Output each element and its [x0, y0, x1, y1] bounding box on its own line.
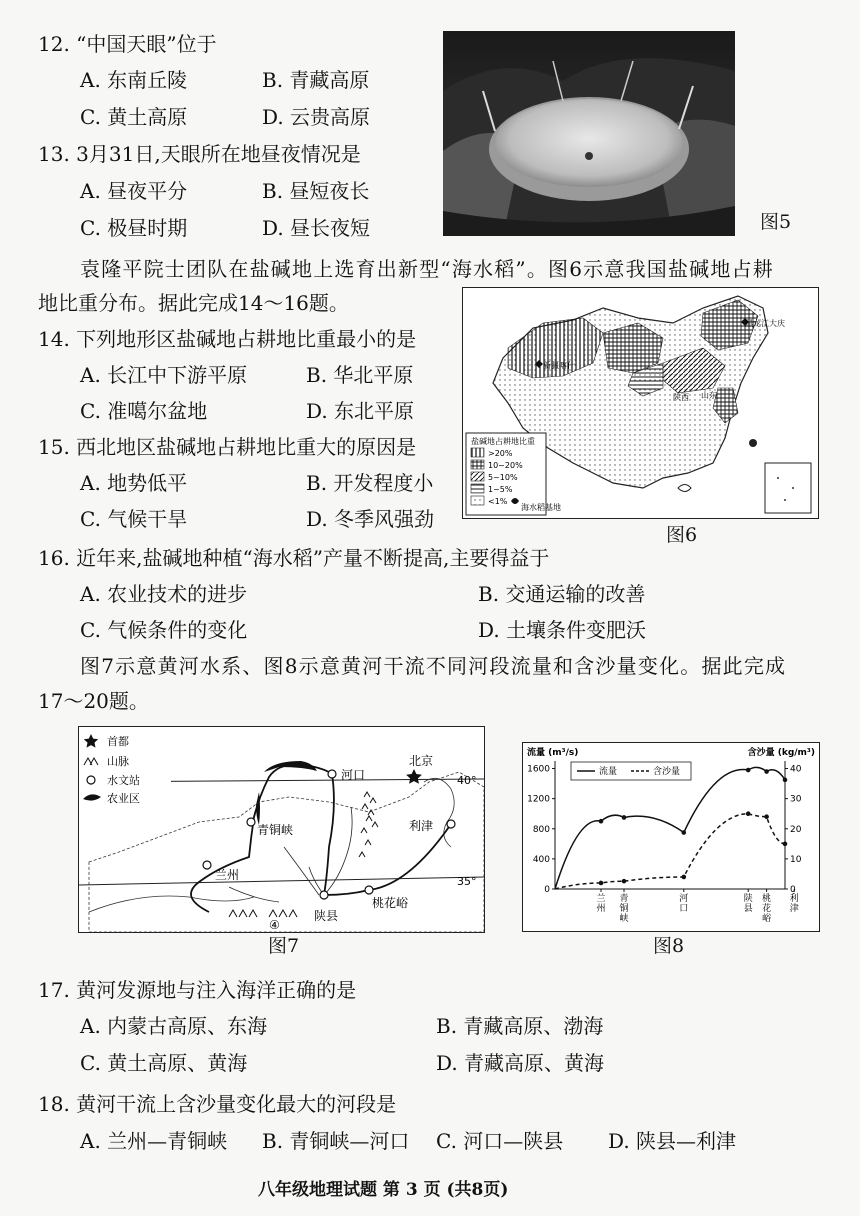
q18-stem: 18. 黄河干流上含沙量变化最大的河段是	[38, 1092, 397, 1116]
fig6-legend-item: >20%	[488, 449, 513, 458]
fig6-legend-item: 5~10%	[488, 473, 518, 482]
q13-option-d[interactable]: D. 昼长夜短	[262, 216, 371, 240]
q12-stem: 12. “中国天眼”位于	[38, 32, 217, 56]
q17-option-a[interactable]: A. 内蒙古高原、东海	[80, 1014, 268, 1038]
q15-stem: 15. 西北地区盐碱地占耕地比重大的原因是	[38, 435, 417, 459]
fig8-tick-label-right: 40	[790, 764, 802, 775]
fig8-point-sediment	[599, 881, 604, 886]
q15-option-a[interactable]: A. 地势低平	[80, 471, 188, 495]
fig7-hekou: 河口	[341, 768, 366, 782]
fig6-label-shaanxi: 陕西	[673, 393, 689, 402]
fig8-tick-label-right: 30	[790, 794, 802, 805]
q15-option-c[interactable]: C. 气候干旱	[80, 507, 188, 531]
q12-option-c[interactable]: C. 黄土高原	[80, 105, 188, 129]
fig8-point-flow	[746, 768, 751, 773]
fig7-circle4: ④	[269, 918, 280, 932]
q16-option-d[interactable]: D. 土壤条件变肥沃	[478, 618, 647, 642]
q13-option-c[interactable]: C. 极昼时期	[80, 216, 188, 240]
fig8-tick-label-left: 1600	[527, 764, 550, 775]
fig7-lanzhou: 兰州	[215, 868, 240, 882]
fig8-caption: 图8	[653, 935, 685, 957]
fig7-legend-agri: 农业区	[107, 792, 140, 805]
fig7-shanxian: 陕县	[314, 909, 339, 923]
fig6-label-shandong: 山东	[701, 391, 717, 400]
fig8-tick-label-x: 桃花峪	[762, 894, 772, 924]
fig8-point-flow	[599, 819, 604, 824]
fig6-legend-item: 1~5%	[488, 485, 513, 494]
q14-option-d[interactable]: D. 东北平原	[306, 399, 415, 423]
fig6-label-kashgar: 新疆喀什	[543, 361, 575, 370]
fig7-lijin: 利津	[409, 819, 434, 833]
q13-option-a[interactable]: A. 昼夜平分	[80, 179, 188, 203]
fig8-tick-label-right: 10	[790, 854, 802, 865]
fig8-tick-label-left: 800	[532, 824, 550, 835]
intro-14-16-line1: 袁隆平院士团队在盐碱地上选育出新型“海水稻”。图6示意我国盐碱地占耕	[80, 257, 774, 281]
q18-option-a[interactable]: A. 兰州—青铜峡	[80, 1129, 228, 1153]
intro-14-16-line2: 地比重分布。据此完成14～16题。	[38, 291, 349, 315]
q12-option-d[interactable]: D. 云贵高原	[262, 105, 371, 129]
q14-option-b[interactable]: B. 华北平原	[306, 363, 414, 387]
fig6-label-daqing: 黑龙江大庆	[745, 319, 785, 328]
fig8-tick-label-x: 利津	[789, 894, 799, 914]
q16-option-b[interactable]: B. 交通运输的改善	[478, 582, 646, 606]
q13-option-b[interactable]: B. 昼短夜长	[262, 179, 370, 203]
fig7-legend-station: 水文站	[107, 774, 140, 787]
fig6-legend-item: 10~20%	[488, 461, 523, 470]
fig8-point-sediment	[764, 814, 769, 819]
q15-option-d[interactable]: D. 冬季风强劲	[306, 507, 435, 531]
fig7-legend-mountain: 山脉	[107, 755, 129, 768]
intro-17-20-line1: 图7示意黄河水系、图8示意黄河干流不同河段流量和含沙量变化。据此完成	[80, 654, 787, 678]
q16-option-c[interactable]: C. 气候条件的变化	[80, 618, 248, 642]
fig8-point-sediment	[746, 811, 751, 816]
fig7-caption: 图7	[268, 935, 300, 957]
fig8-tick-label-right: 20	[790, 824, 802, 835]
q12-option-b[interactable]: B. 青藏高原	[262, 68, 370, 92]
fig8-point-sediment	[682, 875, 687, 880]
q17-option-d[interactable]: D. 青藏高原、黄海	[436, 1051, 605, 1075]
fig8-ylabel-left: 流量 (m³/s)	[527, 748, 579, 758]
fig8-tick-label-left: 400	[532, 854, 550, 865]
fig7-beijing: 北京	[409, 754, 434, 768]
q16-stem: 16. 近年来,盐碱地种植“海水稻”产量不断提高,主要得益于	[38, 546, 550, 570]
q17-option-b[interactable]: B. 青藏高原、渤海	[436, 1014, 604, 1038]
q14-option-c[interactable]: C. 准噶尔盆地	[80, 399, 208, 423]
q18-option-c[interactable]: C. 河口—陕县	[436, 1129, 564, 1153]
fig6-map	[462, 287, 819, 519]
fig6-caption: 图6	[666, 524, 698, 546]
fig5-caption: 图5	[760, 211, 792, 233]
fig8-chart	[522, 742, 820, 932]
fig8-point-flow	[682, 830, 687, 835]
fig8-point-flow	[622, 815, 627, 820]
fig8-tick-label-left: 0	[544, 885, 550, 895]
fig8-tick-label-x: 青铜峡	[619, 894, 629, 924]
fig8-tick-label-left: 1200	[527, 794, 550, 805]
q16-option-a[interactable]: A. 农业技术的进步	[80, 582, 248, 606]
fig6-legend-base: 海水稻基地	[521, 503, 561, 512]
fig8-point-sediment	[622, 879, 627, 884]
fig8-point-flow	[764, 769, 769, 774]
fig7-legend-capital: 首都	[107, 735, 129, 748]
intro-17-20-line2: 17～20题。	[38, 689, 149, 713]
fig8-ylabel-right: 含沙量 (kg/m³)	[747, 748, 815, 758]
fig8-tick-label-x: 河口	[679, 894, 689, 914]
fig7-lat35: 35°	[457, 875, 477, 888]
fig8-point-flow	[783, 778, 788, 783]
fig6-legend-item: <1%	[488, 497, 508, 506]
q17-option-c[interactable]: C. 黄土高原、黄海	[80, 1051, 248, 1075]
fig8-chart-svg	[523, 743, 819, 931]
page-footer: 八年级地理试题 第 3 页 (共8页)	[258, 1180, 509, 1200]
fig6-legend-title: 盐碱地占耕地比重	[471, 437, 535, 446]
fig7-taohuayu: 桃花峪	[372, 896, 409, 910]
q18-option-d[interactable]: D. 陕县—利津	[608, 1129, 737, 1153]
fig7-qingtongxia: 青铜峡	[257, 823, 294, 837]
q18-option-b[interactable]: B. 青铜峡—河口	[262, 1129, 410, 1153]
fig8-legend-flow: 流量	[599, 767, 618, 777]
q14-option-a[interactable]: A. 长江中下游平原	[80, 363, 248, 387]
fig8-tick-label-x: 兰州	[596, 894, 606, 914]
fig8-tick-label-x: 陕县	[743, 894, 753, 914]
fig7-map	[78, 726, 485, 933]
fig8-point-sediment	[783, 842, 788, 847]
fig8-tick-label-right: 0	[790, 885, 796, 895]
q14-stem: 14. 下列地形区盐碱地占耕地比重最小的是	[38, 327, 417, 351]
fig5-photo	[443, 31, 735, 236]
fig8-legend-sediment: 含沙量	[653, 767, 681, 777]
fig8-series-flow	[555, 767, 785, 889]
q17-stem: 17. 黄河发源地与注入海洋正确的是	[38, 978, 357, 1002]
q15-option-b[interactable]: B. 开发程度小	[306, 471, 434, 495]
q13-stem: 13. 3月31日,天眼所在地昼夜情况是	[38, 142, 361, 166]
q12-option-a[interactable]: A. 东南丘陵	[80, 68, 188, 92]
fig7-lat40: 40°	[457, 774, 477, 787]
